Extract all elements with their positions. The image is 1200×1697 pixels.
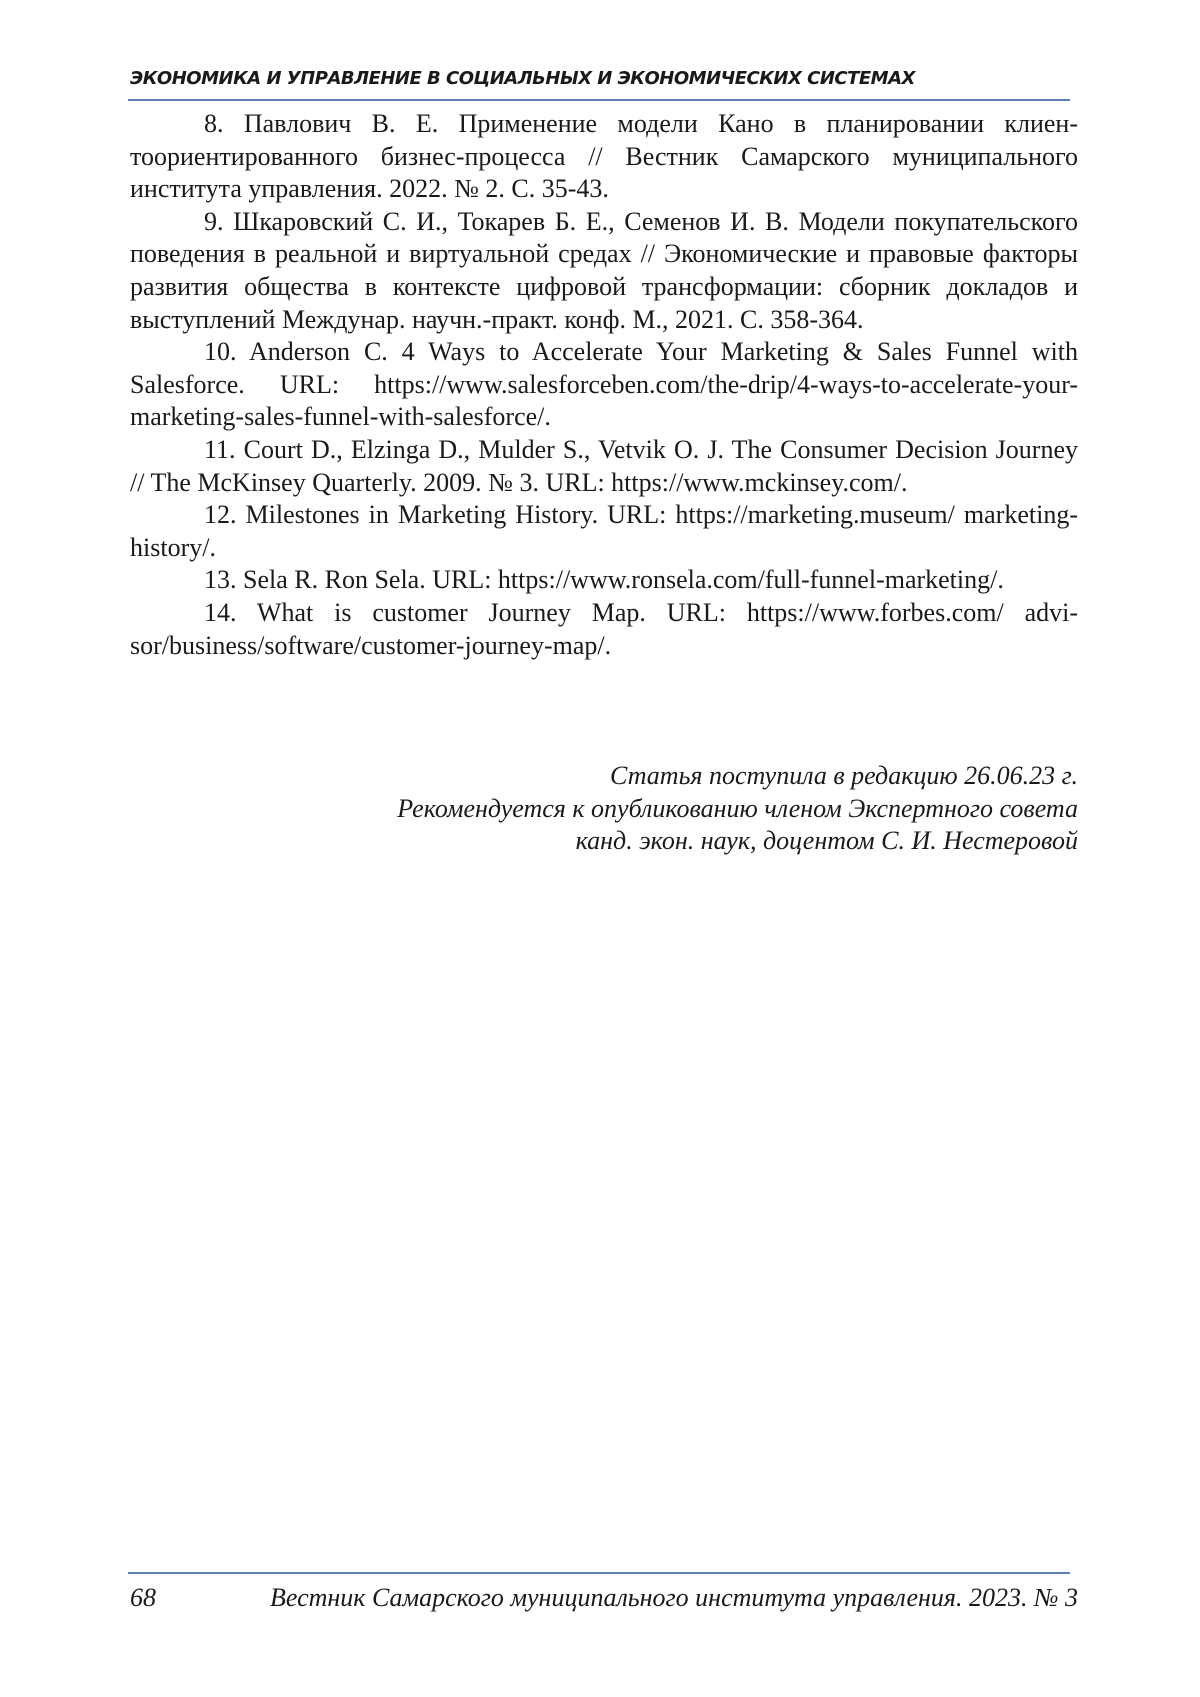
reviewer-line: канд. экон. наук, доцентом С. И. Нестеровой	[178, 825, 1078, 858]
editorial-note	[178, 760, 1078, 858]
reference-list	[130, 108, 1078, 662]
received-date-line: Статья поступила в редакцию 26.06.23 г.	[178, 760, 1078, 793]
reference-item-9: 9. Шкаровский С. И., Токарев Б. Е., Семенов И. В. Модели покупа­тельского поведения в реальной и виртуальной средах // Экономиче­ские и правовые факторы развития общества в контексте цифровой трансформации: сборник докладов и выступлений Междунар. научн.-практ. конф. М., 2021. С. 358-364.	[130, 206, 1078, 336]
reference-item-11: 11. Court D., Elzinga D., Mulder S., Vetvik O. J. The Consumer Decision Jour­ney // The McKinsey Quarterly. 2009. № 3. URL: https://www.mckinsey.com/.	[130, 434, 1078, 499]
reference-item-13: 13. Sela R. Ron Sela. URL: https://www.ronsela.com/full-funnel-marketing/.	[130, 564, 1078, 597]
reference-item-14: 14. What is customer Journey Map. URL: https://www.forbes.com/ advi­sor/business/software/customer-journey-map/.	[130, 597, 1078, 662]
reference-item-8: 8. Павлович В. Е. Применение модели Кано в планировании клиен­тоориентированного бизнес-процесса // Вестник Самарского муници­пального института управления. 2022. № 2. С. 35-43.	[130, 108, 1078, 206]
page-number: 68	[130, 1580, 156, 1616]
page	[0, 0, 1200, 1697]
header-rule	[128, 99, 1070, 101]
reference-item-12: 12. Milestones in Marketing History. URL: https://marketing.museum/ marketing-history/.	[130, 499, 1078, 564]
recommendation-line: Рекомендуется к опубликованию членом Экспертного совета	[178, 793, 1078, 826]
page-footer	[130, 1580, 1078, 1616]
reference-item-10: 10. Anderson C. 4 Ways to Accelerate Your Marketing & Sales Funnel with Salesforce. URL: https://www.salesforceben.com/the-drip/4-ways-to-accelerate-your-marketing-sales-funnel-with-salesforce/.	[130, 336, 1078, 434]
journal-title: Вестник Самарского муниципального института управления. 2023. № 3	[270, 1580, 1078, 1616]
running-title: ЭКОНОМИКА И УПРАВЛЕНИЕ В СОЦИАЛЬНЫХ И ЭКОНОМИЧЕСКИХ СИСТЕМАХ	[130, 68, 1080, 89]
footer-rule	[128, 1572, 1070, 1574]
